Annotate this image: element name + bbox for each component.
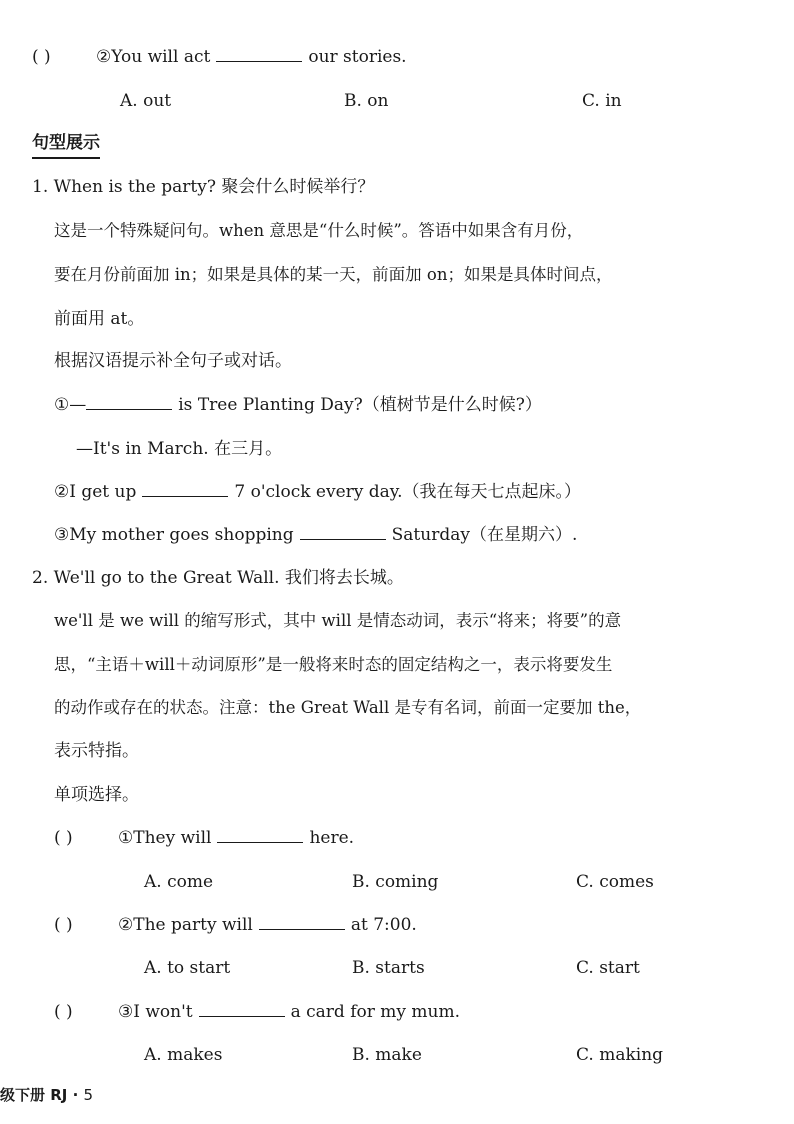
footer-dot: · bbox=[72, 1086, 79, 1104]
exercise-1-answer: —It's in March. 在三月。 bbox=[76, 439, 283, 459]
option-c[interactable]: C. start bbox=[576, 958, 640, 978]
point2-instruction: 单项选择。 bbox=[54, 785, 139, 805]
option-b[interactable]: B. make bbox=[352, 1045, 422, 1065]
answer-blank[interactable] bbox=[142, 482, 228, 497]
exercise-prefix: ②I get up bbox=[54, 482, 137, 502]
question-prefix: ③I won't bbox=[118, 1002, 193, 1022]
exercise-2 bbox=[54, 481, 581, 503]
exercise-prefix: ③My mother goes shopping bbox=[54, 525, 294, 545]
answer-blank[interactable] bbox=[300, 525, 386, 540]
exercise-3 bbox=[54, 524, 577, 546]
point2-explain-line: 思，“主语＋will＋动词原形”是一般将来时态的固定结构之一，表示将要发生 bbox=[54, 655, 613, 674]
question-row-top bbox=[32, 46, 407, 68]
option-a[interactable]: A. out bbox=[120, 91, 172, 111]
exercise-1 bbox=[54, 394, 542, 416]
answer-blank[interactable] bbox=[217, 828, 303, 843]
answer-paren[interactable]: ( ) bbox=[54, 828, 73, 848]
option-a[interactable]: A. makes bbox=[144, 1045, 223, 1065]
option-b[interactable]: B. coming bbox=[352, 872, 439, 892]
point2-title: 2. We'll go to the Great Wall. 我们将去长城。 bbox=[32, 568, 404, 588]
question-row bbox=[54, 914, 417, 936]
answer-paren[interactable]: ( ) bbox=[54, 1002, 73, 1022]
question-suffix: our stories. bbox=[308, 47, 407, 67]
point2-explain-line: 表示特指。 bbox=[54, 741, 139, 761]
option-a[interactable]: A. come bbox=[144, 872, 214, 892]
answer-paren[interactable]: ( ) bbox=[54, 915, 73, 935]
exercise-suffix: Saturday（在星期六）. bbox=[391, 525, 578, 545]
option-c[interactable]: C. in bbox=[582, 91, 622, 111]
option-c[interactable]: C. making bbox=[576, 1045, 664, 1065]
answer-blank[interactable] bbox=[216, 47, 302, 62]
question-row bbox=[54, 1001, 460, 1023]
option-b[interactable]: B. starts bbox=[352, 958, 425, 978]
question-prefix: ②You will act bbox=[96, 47, 211, 67]
page-number: 5 bbox=[83, 1086, 94, 1104]
exercise-suffix: 7 o'clock every day.（我在每天七点起床。） bbox=[234, 482, 582, 502]
question-prefix: ①They will bbox=[118, 828, 212, 848]
exercise-suffix: is Tree Planting Day?（植树节是什么时候?） bbox=[178, 395, 542, 415]
answer-blank[interactable] bbox=[86, 395, 172, 410]
section-title: 句型展示 bbox=[32, 132, 100, 159]
footer-text: 级下册 RJ bbox=[0, 1086, 68, 1104]
point1-explain-line: 要在月份前面加 in；如果是具体的某一天，前面加 on；如果是具体时间点， bbox=[54, 265, 613, 284]
point1-explain-line: 这是一个特殊疑问句。when 意思是“什么时候”。答语中如果含有月份， bbox=[54, 221, 584, 240]
question-suffix: here. bbox=[309, 828, 355, 848]
option-a[interactable]: A. to start bbox=[144, 958, 231, 978]
point2-explain-line: we'll 是 we will 的缩写形式，其中 will 是情态动词，表示“将来；将要”的意 bbox=[54, 611, 622, 630]
option-c[interactable]: C. comes bbox=[576, 872, 654, 892]
question-suffix: a card for my mum. bbox=[290, 1002, 460, 1022]
option-b[interactable]: B. on bbox=[344, 91, 389, 111]
answer-blank[interactable] bbox=[199, 1002, 285, 1017]
answer-blank[interactable] bbox=[259, 915, 345, 930]
page-footer bbox=[0, 1085, 93, 1105]
point1-instruction: 根据汉语提示补全句子或对话。 bbox=[54, 351, 292, 371]
answer-paren[interactable]: ( ) bbox=[32, 47, 51, 67]
point1-explain-line: 前面用 at。 bbox=[54, 309, 145, 329]
point2-explain-line: 的动作或存在的状态。注意：the Great Wall 是专有名词，前面一定要加 the， bbox=[54, 698, 642, 717]
question-suffix: at 7:00. bbox=[350, 915, 417, 935]
question-prefix: ②The party will bbox=[118, 915, 253, 935]
exercise-prefix: ①— bbox=[54, 395, 87, 415]
point1-title: 1. When is the party? 聚会什么时候举行？ bbox=[32, 177, 375, 197]
question-row bbox=[54, 827, 354, 849]
